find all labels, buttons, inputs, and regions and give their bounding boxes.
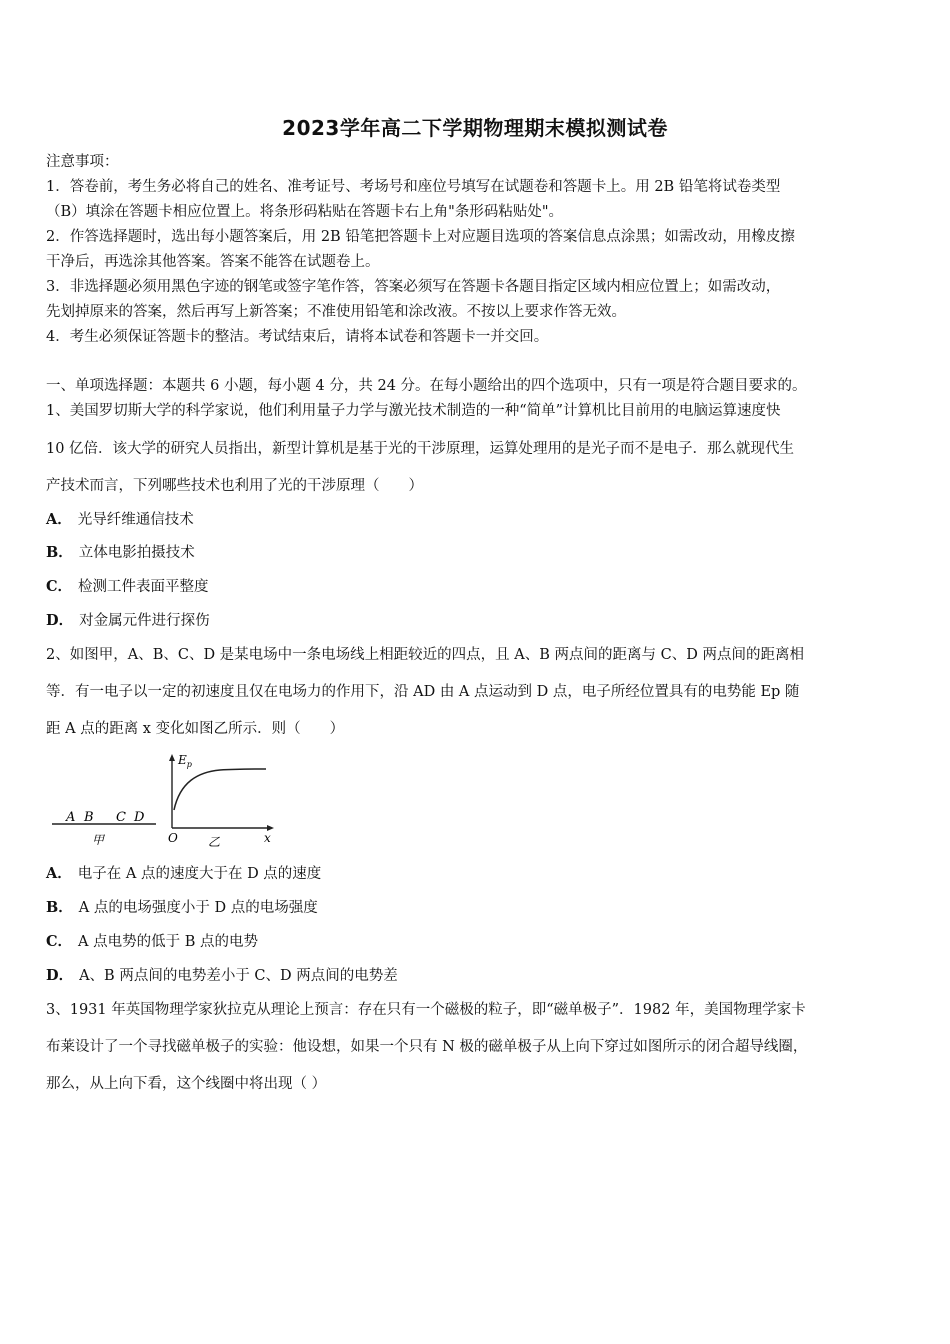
point-a-label: A	[66, 810, 76, 825]
figure-jia-label: 甲	[92, 833, 105, 847]
q3-stem-line: 3、1931 年英国物理学家狄拉克从理论上预言：存在只有一个磁极的粒子，即“磁单极子”．1982 年，美国物理学家卡	[46, 1002, 806, 1018]
notice-line: 1．答卷前，考生务必将自己的姓名、准考证号、考场号和座位号填写在试题卷和答题卡上。用 2B 铅笔将试卷类型	[46, 179, 781, 195]
q1-stem-line: 10 亿倍．该大学的研究人员指出，新型计算机是基于光的干涉原理，运算处理用的是光子而不是电子．那么就现代生	[46, 441, 795, 457]
option-text: A 点的电场强度小于 D 点的电场强度	[78, 900, 318, 916]
page-title: 2023学年高二下学期物理期末模拟测试卷	[282, 116, 668, 140]
notice-line: 3．非选择题必须用黑色字迹的钢笔或签字笔作答，答案必须写在答题卡各题目指定区域内相应位置上；如需改动，	[46, 279, 781, 295]
option-text: 检测工件表面平整度	[78, 579, 209, 595]
figure-yi-label: 乙	[208, 835, 221, 849]
q1-stem-line: 1、美国罗切斯大学的科学家说，他们利用量子力学与激光技术制造的一种“简单”计算机比目前用的电脑运算速度快	[46, 403, 781, 419]
option-letter: D．	[46, 967, 74, 984]
q2-option-c	[46, 932, 258, 952]
point-b-label: B	[84, 810, 94, 825]
q2-stem-line: 2、如图甲，A、B、C、D 是某电场中一条电场线上相距较近的四点，且 A、B 两点间的距离与 C、D 两点间的距离相	[46, 647, 804, 663]
notice-line: 2．作答选择题时，选出每小题答案后，用 2B 铅笔把答题卡上对应题目选项的答案信息点涂黑；如需改动，用橡皮擦	[46, 229, 795, 245]
notice-line: 先划掉原来的答案，然后再写上新答案；不准使用铅笔和涂改液。不按以上要求作答无效。	[46, 304, 626, 320]
q3-stem-line: 布莱设计了一个寻找磁单极子的实验：他设想，如果一个只有 N 极的磁单极子从上向下穿过如图所示的闭合超导线圈，	[46, 1039, 808, 1055]
y-axis-label: $E_p$	[178, 753, 192, 769]
origin-label: O	[168, 831, 178, 845]
option-text: 立体电影拍摄技术	[78, 545, 195, 561]
q1-option-d	[46, 611, 210, 631]
option-text: 电子在 A 点的速度大于在 D 点的速度	[77, 866, 322, 882]
point-c-label: C	[116, 810, 126, 825]
option-text: A、B 两点间的电势差小于 C、D 两点间的电势差	[79, 968, 398, 984]
notice-line: （B）填涂在答题卡相应位置上。将条形码粘贴在答题卡右上角"条形码粘贴处"。	[46, 204, 563, 220]
q2-option-b	[46, 898, 318, 918]
option-letter: B．	[46, 899, 73, 916]
option-text: A 点电势的低于 B 点的电势	[78, 934, 259, 950]
notice-line: 4．考生必须保证答题卡的整洁。考试结束后，请将本试卷和答题卡一并交回。	[46, 329, 549, 345]
option-letter: A．	[46, 865, 72, 882]
option-text: 光导纤维通信技术	[77, 512, 194, 528]
option-letter: B．	[46, 544, 73, 561]
option-letter: C．	[46, 578, 73, 595]
notice-heading: 注意事项：	[46, 154, 119, 170]
ep-curve	[174, 769, 266, 810]
y-axis-arrow	[169, 754, 175, 761]
point-d-label: D	[134, 810, 145, 825]
option-letter: D．	[46, 612, 74, 629]
option-letter: A．	[46, 511, 72, 528]
q1-stem-line: 产技术而言，下列哪些技术也利用了光的干涉原理（ ）	[46, 478, 423, 494]
q2-option-d	[46, 966, 398, 986]
q2-stem-line: 等．有一电子以一定的初速度且仅在电场力的作用下，沿 AD 由 A 点运动到 D 点，电子所经位置具有的电势能 Ep 随	[46, 684, 800, 700]
section-heading: 一、单项选择题：本题共 6 小题，每小题 4 分，共 24 分。在每小题给出的四个选项中，只有一项是符合题目要求的。	[46, 378, 807, 394]
q2-stem-line: 距 A 点的距离 x 变化如图乙所示．则（ ）	[46, 721, 345, 737]
q1-option-b	[46, 543, 195, 563]
q3-stem-line: 那么，从上向下看，这个线圈中将出现（ ）	[46, 1076, 327, 1092]
option-text: 对金属元件进行探伤	[79, 613, 210, 629]
q1-option-a	[46, 510, 194, 530]
q2-figure	[50, 752, 290, 852]
q1-option-c	[46, 577, 209, 597]
notice-line: 干净后，再选涂其他答案。答案不能答在试题卷上。	[46, 254, 380, 270]
option-letter: C．	[46, 933, 73, 950]
x-axis-label: x	[264, 831, 271, 845]
q2-option-a	[46, 864, 321, 884]
